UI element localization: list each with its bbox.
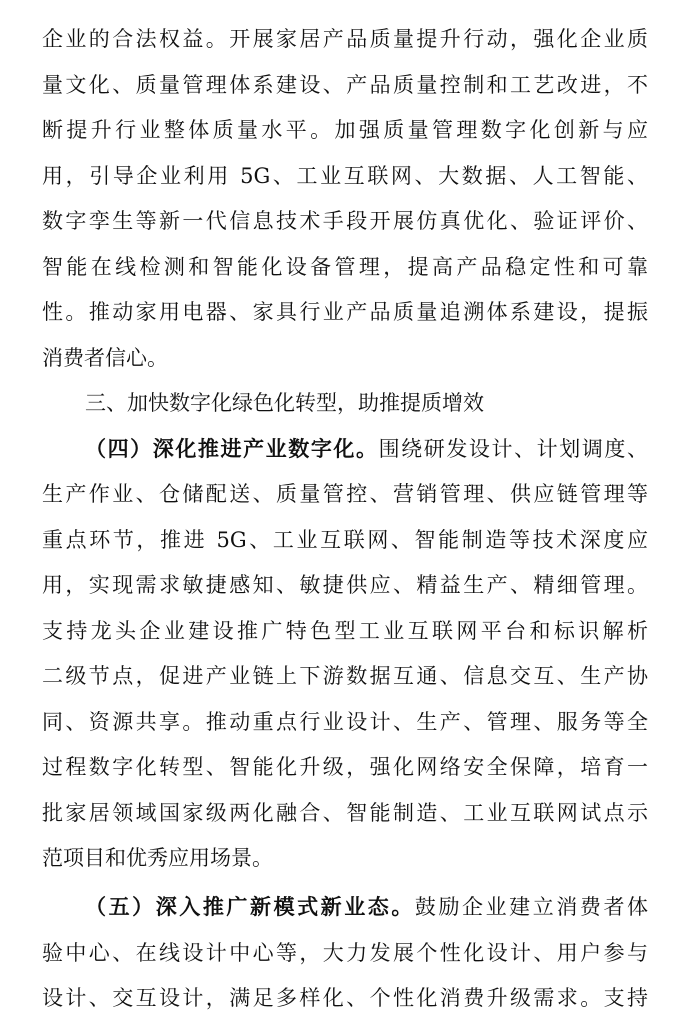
- section-heading: 三、加快数字化绿色化转型，助推提质增效: [85, 391, 484, 415]
- paragraph-line: 企业的合法权益。开展家居产品质量提升行动，强化企业质: [42, 27, 648, 51]
- paragraph-line: 批家居领域国家级两化融合、智能制造、工业互联网试点示: [42, 801, 648, 825]
- paragraph-line: 范项目和优秀应用场景。: [42, 846, 273, 870]
- paragraph-title: （五）深入推广新模式新业态。: [85, 895, 415, 919]
- paragraph-title: （四）深化推进产业数字化。: [85, 437, 379, 461]
- paragraph-text: 围绕研发设计、计划调度、: [378, 437, 649, 461]
- paragraph-line: 消费者信心。: [42, 346, 168, 370]
- paragraph-line: 量文化、质量管理体系建设、产品质量控制和工艺改进，不: [42, 73, 648, 97]
- paragraph-first-line: [85, 889, 648, 925]
- paragraph-line: 用，实现需求敏捷感知、敏捷供应、精益生产、精细管理。: [42, 573, 648, 597]
- paragraph-line: 重点环节，推进 5G、工业互联网、智能制造等技术深度应: [42, 528, 648, 552]
- paragraph-line: 智能在线检测和智能化设备管理，提高产品稳定性和可靠: [42, 255, 648, 279]
- paragraph-text: 鼓励企业建立消费者体: [414, 895, 649, 919]
- paragraph-line: 二级节点，促进产业链上下游数据互通、信息交互、生产协: [42, 664, 648, 688]
- paragraph-line: 支持龙头企业建设推广特色型工业互联网平台和标识解析: [42, 619, 648, 643]
- paragraph-line: 数字孪生等新一代信息技术手段开展仿真优化、验证评价、: [42, 209, 648, 233]
- paragraph-line: 生产作业、仓储配送、质量管控、营销管理、供应链管理等: [42, 482, 648, 506]
- paragraph-line: 设计、交互设计，满足多样化、个性化消费升级需求。支持: [42, 986, 648, 1010]
- paragraph-line: 性。推动家用电器、家具行业产品质量追溯体系建设，提振: [42, 300, 648, 324]
- paragraph-line: 过程数字化转型、智能化升级，强化网络安全保障，培育一: [42, 755, 648, 779]
- paragraph-line: 验中心、在线设计中心等，大力发展个性化设计、用户参与: [42, 941, 648, 965]
- paragraph-line: 用，引导企业利用 5G、工业互联网、大数据、人工智能、: [42, 164, 648, 188]
- paragraph-line: 同、资源共享。推动重点行业设计、生产、管理、服务等全: [42, 710, 648, 734]
- paragraph-line: 断提升行业整体质量水平。加强质量管理数字化创新与应: [42, 118, 648, 142]
- paragraph-first-line: [85, 431, 648, 467]
